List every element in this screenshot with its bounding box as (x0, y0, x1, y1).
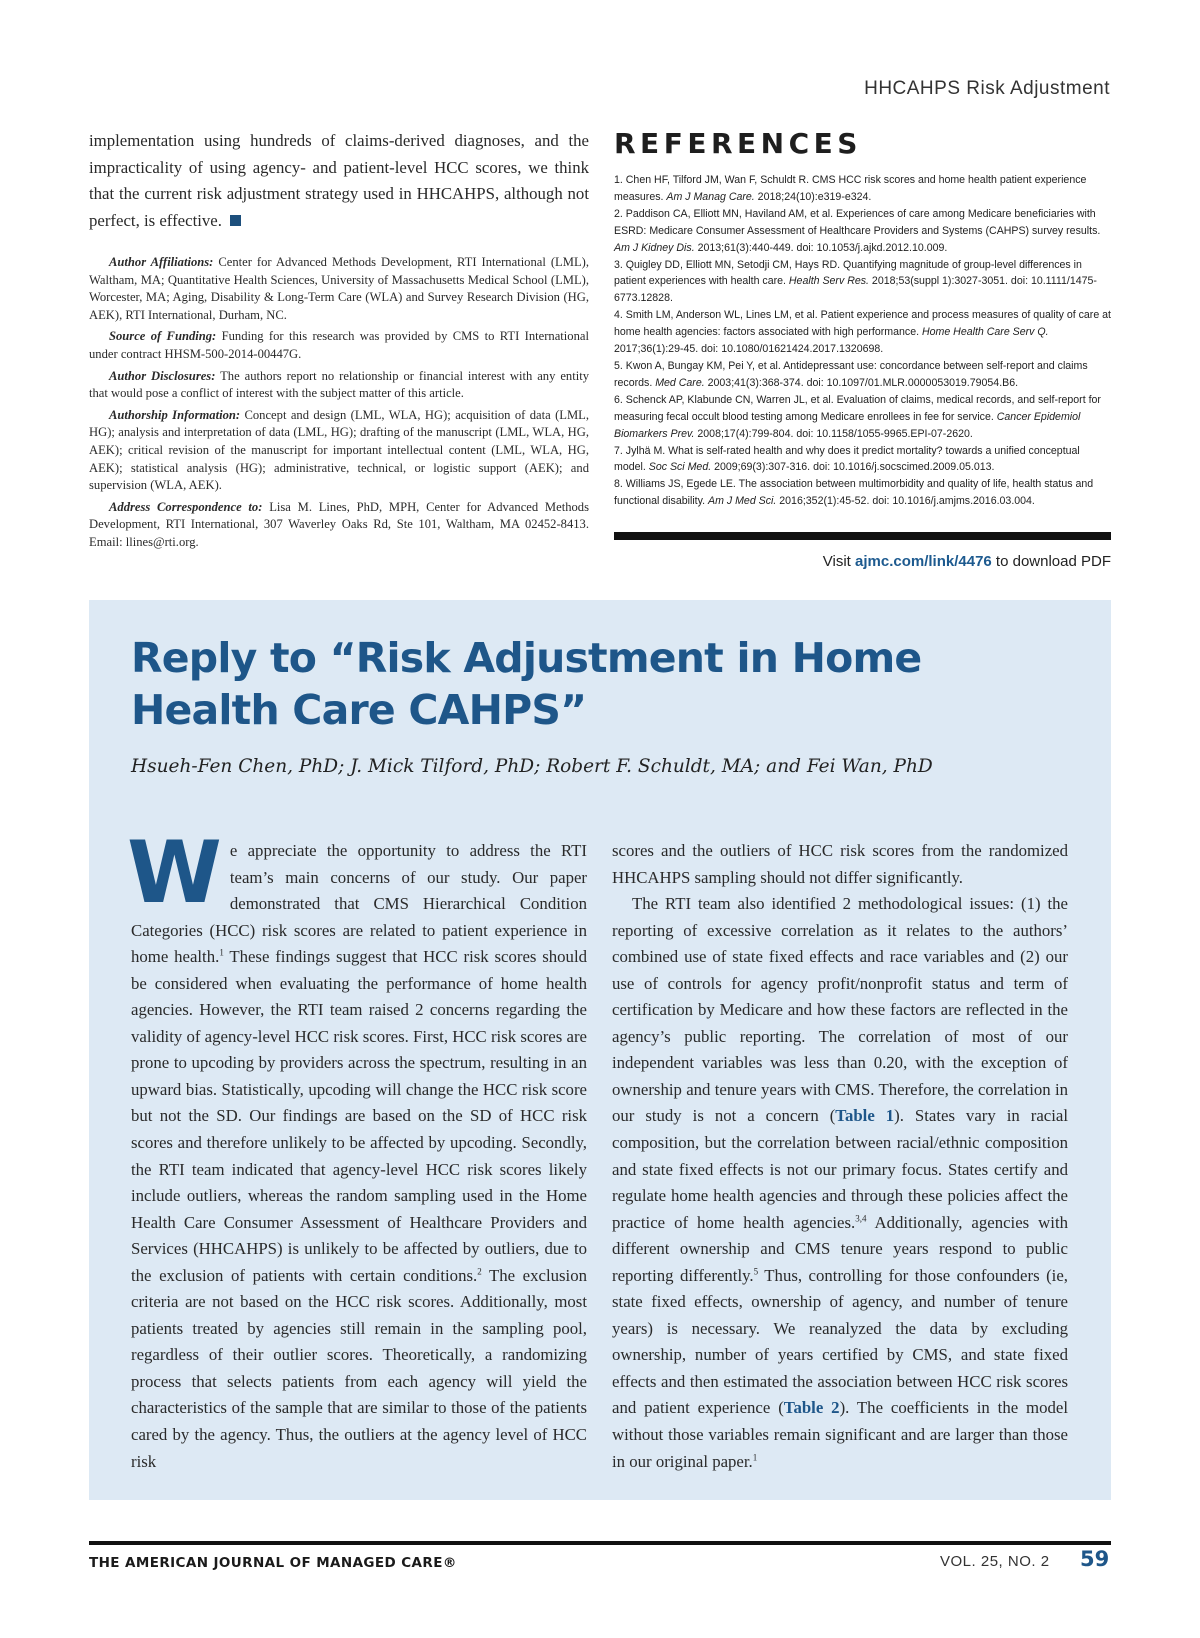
author-info (89, 254, 589, 552)
author-affiliations: Author Affiliations: Center for Advanced Methods Development, RTI International (LML), Waltham, MA; Quantitative Health Sciences, University of Massachusetts Medical School (LML), Worcester, MA; Aging, Disability & Long-Term Care (WLA) and Survey Research Division (HG, AEK), RTI International, Durham, NC. (89, 255, 589, 322)
running-head: HHCAHPS Risk Adjustment (864, 78, 1110, 99)
references-list (614, 172, 1111, 510)
download-pdf-link[interactable]: ajmc.com/link/4476 (855, 553, 992, 571)
end-mark-icon (230, 215, 241, 226)
article-conclusion: implementation using hundreds of claims-derived diagnoses, and the impracticality of using agency- and patient-level HCC scores, we think that the current risk adjustment strategy used in HHCAHPS, although not perfect, is effective. (89, 131, 589, 230)
references-divider (614, 532, 1111, 540)
footer-volume: VOL. 25, NO. 2 (940, 1553, 1050, 1570)
citation: 3,4 (855, 1213, 867, 1224)
page-number: 59 (1080, 1547, 1110, 1571)
reference-item: 7. Jylhä M. What is self-rated health and why does it predict mortality? towards a unified conceptual model. Soc Sci Med. 2009;69(3):307-316. doi: 10.1016/j.socscimed.2009.05.013. (614, 444, 1080, 474)
reply-authors: Hsueh-Fen Chen, PhD; J. Mick Tilford, PhD; Robert F. Schuldt, MA; and Fei Wan, PhD (131, 756, 933, 777)
reference-item: 8. Williams JS, Egede LE. The association between multimorbidity and quality of life, health status and functional disability. Am J Med Sci. 2016;352(1):45-52. doi: 10.1016/j.amjms.2016.03.004. (614, 478, 1094, 508)
author-disclosures: Author Disclosures: The authors report no relationship or financial interest with any entity that would pose a conflict of interest with the subject matter of this article. (89, 368, 590, 401)
reference-item: 5. Kwon A, Bungay KM, Pei Y, et al. Antidepressant use: concordance between self-report and claims records. Med Care. 2003;41(3):368-374. doi: 10.1097/01.MLR.0000053019.79054.B6. (614, 359, 1088, 389)
reference-item: 6. Schenck AP, Klabunde CN, Warren JL, et al. Evaluation of claims, medical records, and self-report for measuring fecal occult blood testing among Medicare enrollees in fee for service. Cancer Epidemiol Biomarkers Prev. 2008;17(4):799-804. doi: 10.1158/1055-9965.EPI-07-2620. (614, 393, 1101, 440)
address-correspondence: Address Correspondence to: Lisa M. Lines, PhD, MPH, Center for Advanced Methods Development, RTI International, 307 Waverley Oaks Rd, Ste 101, Waltham, MA 02452-8413. Email: llines@rti.org. (89, 499, 589, 549)
download-pdf-line: Visit ajmc.com/link/4476 to download PDF (822, 553, 1111, 571)
continued-article-end (89, 128, 589, 556)
reference-item: 4. Smith LM, Anderson WL, Lines LM, et al. Patient experience and process measures of quality of care at home health agencies: factors associated with high performance. Home Health Care Serv Q. 2017;36(1):29-45. doi: 10.1080/01621424.2017.1320698. (614, 309, 1111, 356)
references-section (614, 128, 1111, 570)
reply-article (89, 600, 1111, 1500)
authorship-information: Authorship Information: Concept and design (LML, WLA, HG); acquisition of data (LML, HG); analysis and interpretation of data (LML, HG); drafting of the manuscript (LML, WLA, HG, AEK); critical revision of the manuscript for important intellectual content (LML, WLA, HG, AEK); statistical analysis (HG); administrative, technical, or logistic support (AEK); and supervision (WLA, AEK). (89, 407, 589, 493)
table-1-link[interactable]: Table 1 (835, 1106, 895, 1126)
table-2-link[interactable]: Table 2 (783, 1398, 840, 1418)
drop-cap: W (127, 823, 222, 923)
reference-item: 1. Chen HF, Tilford JM, Wan F, Schuldt R. CMS HCC risk scores and home health patient experience measures. Am J Manag Care. 2018;24(10):e319-e324. (614, 174, 1087, 203)
citation: 1 (219, 947, 224, 958)
reply-paragraph: The RTI team also identified 2 methodological issues: (1) the reporting of excessive correlation as it relates to the authors’ combined use of state fixed effects and race variables and (2) our use of controls for agency profit/nonprofit status and term of certification by Medicare and how these factors are reflected in the agency’s public reporting. The correlation of most of our independent variables was less than 0.20, with the exception of ownership and tenure years with CMS. Therefore, the correlation in our study is not a concern (Table 1). States vary in racial composition, but the correlation between racial/ethnic composition and state fixed effects is not our primary focus. States certify and regulate home health agencies and through these policies affect the practice of home health agencies.$^{3,4}$ Additionally, agencies with different ownership and CMS tenure years respond to public reporting differently.$^5$ Thus, controlling for those confounders (ie, state fixed effects, ownership of agency, and number of tenure years) is necessary. We reanalyzed the data by excluding ownership, number of years certified by CMS, and state fixed effects and then estimated the association between HCC risk scores and patient experience (Table 2). The coefficients in the model without those variables remain significant and are larger than those in our original paper.$^1$ (612, 894, 1069, 1471)
reply-column-right (612, 838, 1068, 1475)
footer-journal-name: THE AMERICAN JOURNAL OF MANAGED CARE® (89, 1555, 457, 1571)
source-of-funding: Source of Funding: Funding for this research was provided by CMS to RTI International under contract HHSM-500-2014-00447G. (89, 329, 589, 361)
citation: 2 (477, 1266, 482, 1277)
citation: 5 (753, 1266, 759, 1277)
reply-title: Reply to “Risk Adjustment in Home Health Care CAHPS” (131, 634, 922, 734)
reference-item: 2. Paddison CA, Elliott MN, Haviland AM, et al. Experiences of care among Medicare beneficiaries with ESRD: Medicare Consumer Assessment of Healthcare Providers and Systems (CAHPS) survey results. Am J Kidney Dis. 2013;61(3):440-449. doi: 10.1053/j.ajkd.2012.10.009. (614, 207, 1101, 254)
references-heading: REFERENCES (614, 127, 862, 160)
citation: 1 (752, 1451, 758, 1462)
reply-paragraph: We appreciate the opportunity to address the RTI team’s main concerns of our study. Our paper demonstrated that CMS Hierarchical Condition Categories (HCC) risk scores are related to patient experience in home health.$^1$ These findings suggest that HCC risk scores should be considered when evaluating the performance of home health agencies. However, the RTI team raised 2 concerns regarding the validity of agency-level HCC risk scores. First, HCC risk scores are prone to upcoding by providers across the spectrum, resulting in an upward bias. Statistically, upcoding will change the HCC risk score but not the SD. Our findings are based on the SD of HCC risk scores and therefore unlikely to be affected by upcoding. Secondly, the RTI team indicated that agency-level HCC risk scores likely include outliers, whereas the random sampling used in the Home Health Care Consumer Assessment of Healthcare Providers and Services (HHCAHPS) is unlikely to be affected by outliers, due to the exclusion of patients with certain conditions.$^2$ The exclusion criteria are not based on the HCC risk scores. Additionally, most patients treated by agencies still remain in the sampling pool, regardless of their outlier scores. Theoretically, a randomizing process that selects patients from each agency will yield the characteristics of the sample that are similar to those of the patients cared by the agency. Thus, the outliers at the agency level of HCC risk (127, 823, 587, 1471)
footer-rule (89, 1541, 1111, 1545)
reply-paragraph: scores and the outliers of HCC risk scores from the randomized HHCAHPS sampling should not differ significantly. (612, 841, 1068, 887)
reference-item: 3. Quigley DD, Elliott MN, Setodji CM, Hays RD. Quantifying magnitude of group-level differences in patient experiences with health care. Health Serv Res. 2018;53(suppl 1):3027-3051. doi: 10.1111/1475-6773.12828. (614, 258, 1097, 305)
reply-column-left (127, 823, 587, 1475)
